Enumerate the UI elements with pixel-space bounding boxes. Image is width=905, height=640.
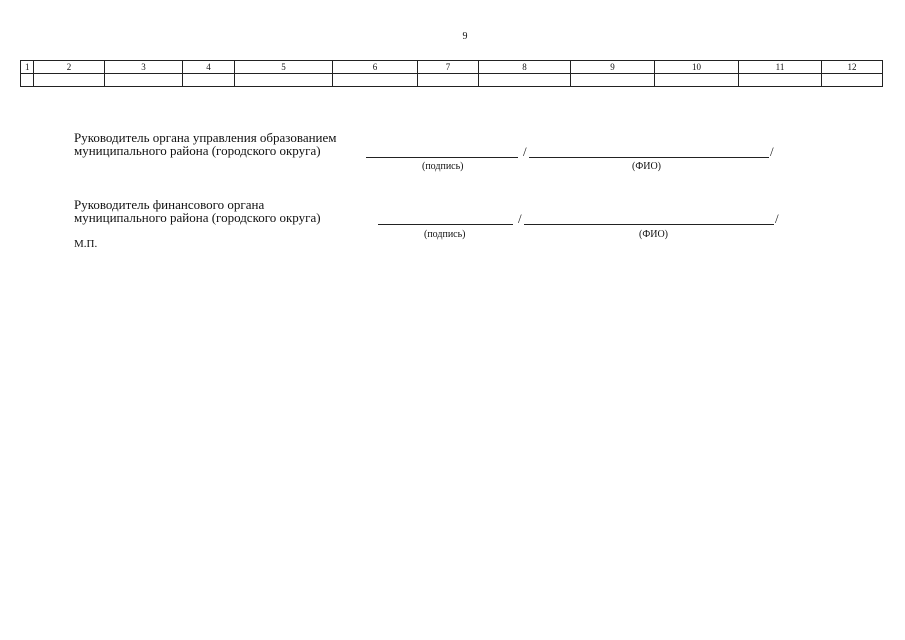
table-row <box>21 74 883 87</box>
signature-title-line-1: Руководитель финансового органа <box>74 197 265 212</box>
table-cell <box>183 74 235 87</box>
stamp-place-label: М.П. <box>74 238 98 250</box>
signature-title-line-2: муниципального района (городского округа) <box>74 210 321 225</box>
column-number-10: 10 <box>655 61 739 74</box>
column-number-7: 7 <box>418 61 479 74</box>
column-number-1: 1 <box>21 61 34 74</box>
table-cell <box>571 74 655 87</box>
table-cell <box>655 74 739 87</box>
separator-slash: / <box>518 211 522 226</box>
signature-line-education <box>366 157 518 158</box>
table-cell <box>105 74 183 87</box>
column-number-2: 2 <box>34 61 105 74</box>
column-number-8: 8 <box>479 61 571 74</box>
name-caption: (ФИО) <box>639 229 669 240</box>
signature-block-education <box>74 131 337 157</box>
signature-line-finance <box>378 224 513 225</box>
table-cell <box>235 74 333 87</box>
column-number-12: 12 <box>822 61 883 74</box>
signature-title-line-2: муниципального района (городского округа) <box>74 143 321 158</box>
signature-block-finance <box>74 198 321 224</box>
table-cell <box>739 74 822 87</box>
table-cell <box>418 74 479 87</box>
signature-caption: (подпись) <box>424 229 466 240</box>
data-table <box>20 60 883 87</box>
name-caption: (ФИО) <box>632 161 662 172</box>
column-number-5: 5 <box>235 61 333 74</box>
name-line-education <box>529 157 769 158</box>
column-number-11: 11 <box>739 61 822 74</box>
separator-slash: / <box>523 144 527 159</box>
column-number-6: 6 <box>333 61 418 74</box>
page-number: 9 <box>462 31 468 42</box>
table-cell <box>21 74 34 87</box>
table-cell <box>479 74 571 87</box>
table-cell <box>333 74 418 87</box>
column-number-4: 4 <box>183 61 235 74</box>
table-cell <box>34 74 105 87</box>
table-header-row <box>21 61 883 74</box>
table-cell <box>822 74 883 87</box>
separator-slash: / <box>775 211 779 226</box>
signature-title-line-1: Руководитель органа управления образованием <box>74 130 337 145</box>
column-number-9: 9 <box>571 61 655 74</box>
separator-slash: / <box>770 144 774 159</box>
column-number-3: 3 <box>105 61 183 74</box>
signature-caption: (подпись) <box>422 161 464 172</box>
name-line-finance <box>524 224 774 225</box>
